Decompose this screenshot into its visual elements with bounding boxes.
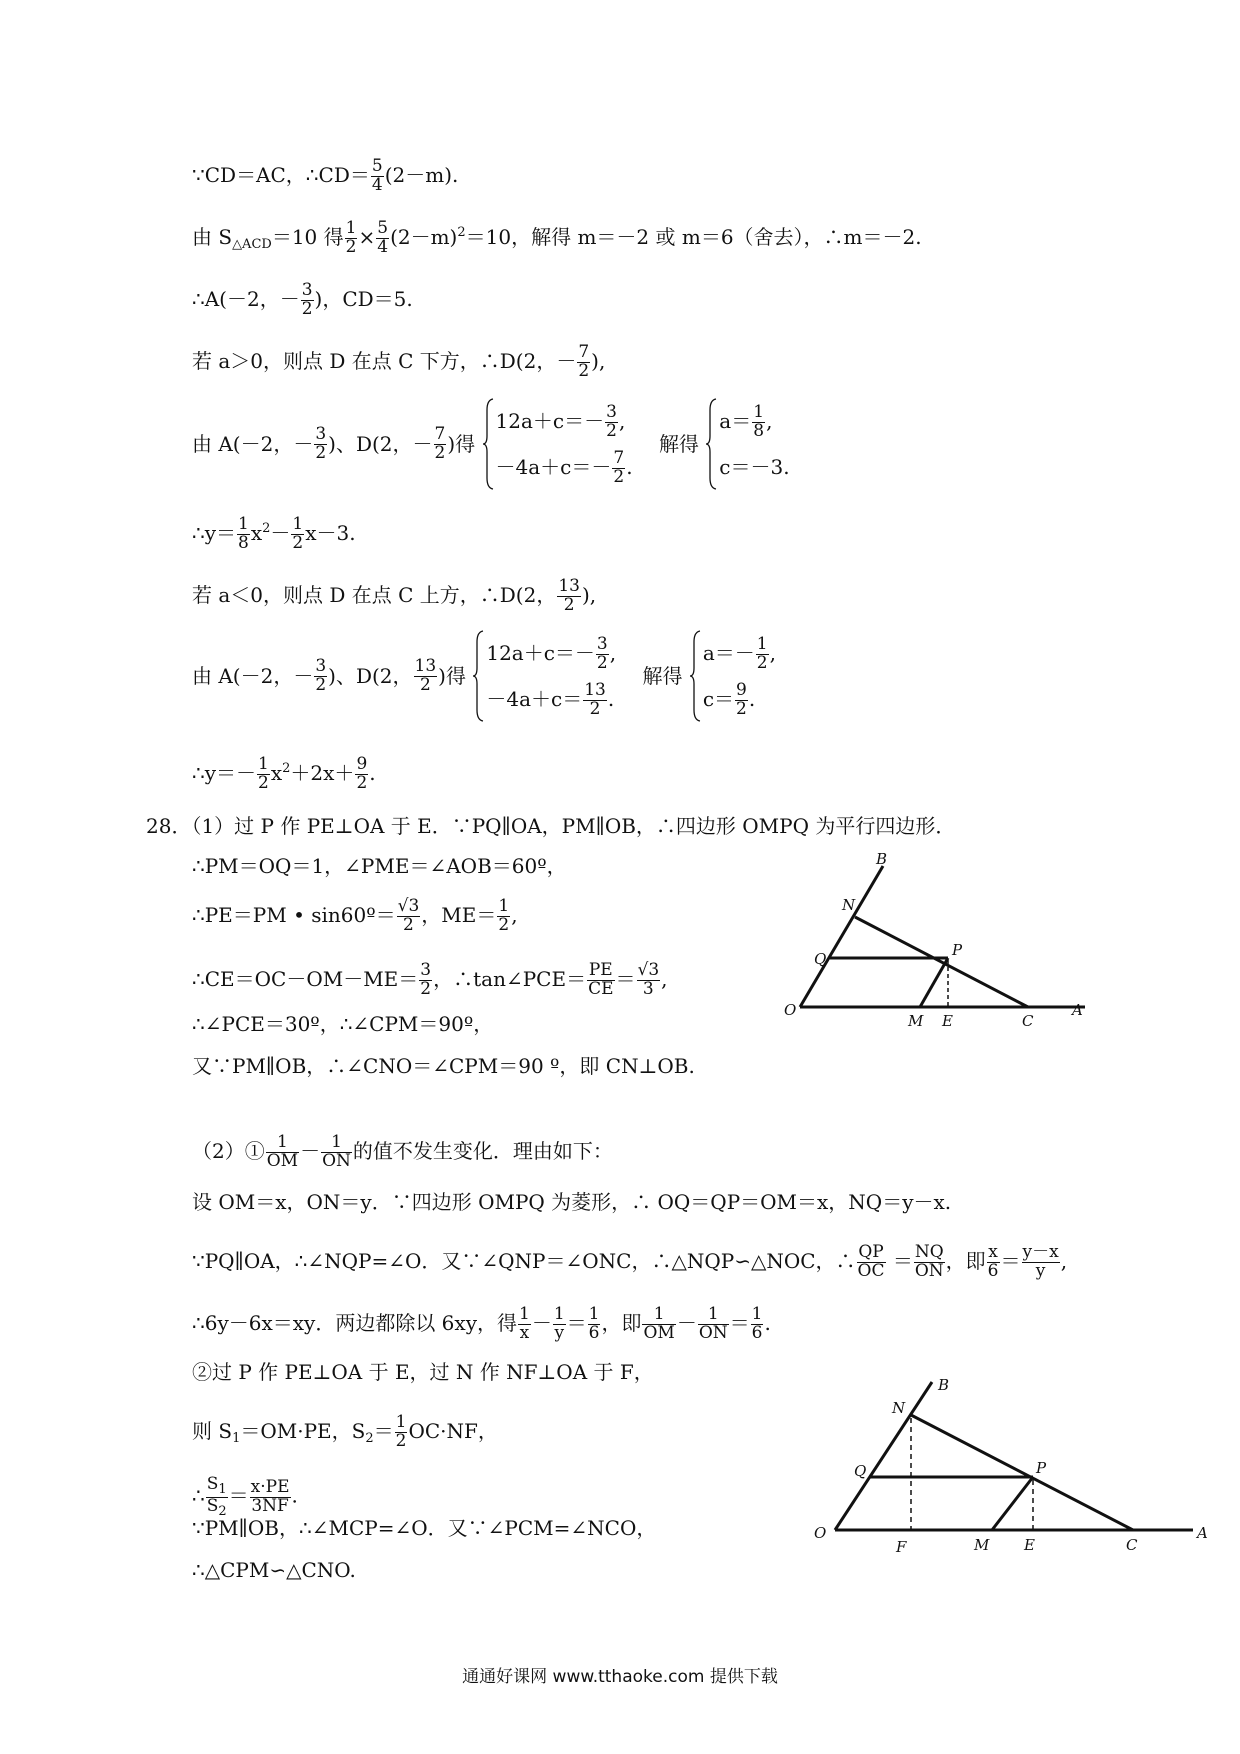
- svg-text:Q: Q: [854, 1462, 867, 1480]
- brace-icon: [689, 630, 701, 722]
- svg-text:O: O: [814, 1524, 827, 1542]
- line-6: ∴y＝ $\frac{1}{8}$ $x^2-$ $\frac{1}{2}$ x－3.: [192, 514, 356, 553]
- svg-text:B: B: [876, 850, 888, 868]
- line-13: ∴CE＝OC－OM－ME＝ $\frac{3}{2}$ ，∴tan∠PCE＝ $\frac{PE}{CE}$ ＝ $\frac{√3}{3}$ ,: [192, 960, 668, 999]
- line-4: 若 a＞0，则点 D 在点 C 下方，∴D(2，－ $\frac{7}{2}$ ),: [192, 342, 606, 381]
- line-24: ∴△CPM∽△CNO.: [192, 1558, 356, 1582]
- line-1: ∵CD＝AC，∴CD＝ $\frac{5}{4}$ (2－m).: [192, 156, 459, 195]
- svg-text:E: E: [1024, 1536, 1035, 1554]
- line-20: ②过 P 作 PE⊥OA 于 E，过 N 作 NF⊥OA 于 F，: [192, 1360, 654, 1384]
- line-23: ∵PM∥OB，∴∠MCP=∠O．又∵∠PCM=∠NCO，: [192, 1516, 657, 1540]
- equation-system: 12a＋c＝－ $\frac{3}{2}$ , －4a＋c＝－ $\frac{7}{2}$ .: [482, 398, 633, 490]
- solution-system: a＝ $\frac{1}{8}$ , c＝－3.: [705, 398, 789, 490]
- svg-text:B: B: [938, 1378, 950, 1394]
- line-9: ∴y＝－ $\frac{1}{2}$ $x^2+2x+$ $\frac{9}{2}$ .: [192, 754, 376, 793]
- line-8-system: 由 A(－2，－ $\frac{3}{2}$ )、D(2， $\frac{13}{2}$ )得 12a＋c＝－ $\frac{3}{2}$ , －4a＋c＝ $\frac{13}{2}$ . 解得 a＝－ $\frac{1}{2}$ , c＝ $\frac{9}{2}$ .: [192, 630, 776, 722]
- line-14: ∴∠PCE＝30º，∴∠CPM＝90º，: [192, 1012, 494, 1036]
- brace-icon: [472, 630, 484, 722]
- problem-28-heading: 28．（1）过 P 作 PE⊥OA 于 E．∵PQ∥OA，PM∥OB，∴四边形 OMPQ 为平行四边形．: [146, 814, 956, 838]
- line-15: 又∵PM∥OB，∴∠CNO＝∠CPM＝90 º，即 CN⊥OB.: [192, 1054, 695, 1078]
- svg-text:Q: Q: [814, 950, 827, 968]
- svg-text:A: A: [1197, 1524, 1208, 1542]
- svg-text:C: C: [1126, 1536, 1138, 1554]
- svg-text:M: M: [908, 1012, 924, 1030]
- line-21: 则 $S_1=OM\cdot PE$，$S_2=$ $\frac{1}{2}$ OC·NF，: [192, 1412, 498, 1451]
- svg-text:O: O: [784, 1001, 797, 1019]
- svg-text:N: N: [892, 1399, 906, 1417]
- brace-icon: [705, 398, 717, 490]
- svg-text:P: P: [1036, 1459, 1047, 1477]
- line-3: ∴A(－2，－ $\frac{3}{2}$ )，CD＝5.: [192, 280, 413, 319]
- footer-watermark: 通通好课网 www.tthaoke.com 提供下载: [462, 1667, 778, 1687]
- line-18: ∵PQ∥OA，∴∠NQP=∠O．又∵∠QNP＝∠ONC，∴△NQP∽△NOC，∴ $\frac{QP}{OC}$ ＝ $\frac{NQ}{ON}$ ，即 $\frac{x}{6}$ ＝ $\frac{y-x}{y}$ ,: [192, 1242, 1068, 1281]
- line-11: ∴PM＝OQ＝1，∠PME＝∠AOB＝60º，: [192, 854, 567, 878]
- line-7: 若 a＜0，则点 D 在点 C 上方，∴D(2， $\frac{13}{2}$ ),: [192, 576, 597, 615]
- svg-text:E: E: [942, 1012, 953, 1030]
- svg-text:M: M: [974, 1536, 990, 1554]
- solution-system: a＝－ $\frac{1}{2}$ , c＝ $\frac{9}{2}$ .: [689, 630, 776, 722]
- line-5-system: 由 A(－2，－ $\frac{3}{2}$ )、D(2，－ $\frac{7}{2}$ )得 12a＋c＝－ $\frac{3}{2}$ , －4a＋c＝－ $\frac{7}{2}$ . 解得 a＝ $\frac{1}{8}$ , c＝－3.: [192, 398, 790, 490]
- line-2: 由 $S_{\triangle ACD}=10$ 得 $\frac{1}{2}$ × $\frac{5}{4}$ $(2-m)^2=10$，解得 m＝－2 或 m＝6（舍去），∴m＝－2.: [192, 218, 922, 257]
- fraction: $\frac{5}{4}$: [371, 156, 383, 195]
- line-17: 设 OM＝x，ON＝y．∵四边形 OMPQ 为菱形，∴ OQ＝QP＝OM＝x，NQ＝y－x.: [192, 1190, 952, 1214]
- svg-text:C: C: [1022, 1012, 1034, 1030]
- line-22: ∴ $\frac{S_1}{S_2}$ ＝ $\frac{x\cdot PE}{3NF}$ .: [192, 1474, 298, 1519]
- line-16: （2）① $\frac{1}{OM}$ － $\frac{1}{ON}$ 的值不发生变化．理由如下：: [192, 1132, 613, 1171]
- line-12: ∴PE＝PM • sin60º＝ $\frac{√3}{2}$ ，ME＝ $\frac{1}{2}$ ,: [192, 896, 518, 935]
- figure-2: [810, 1378, 1210, 1576]
- figure-1: [780, 850, 1100, 1030]
- brace-icon: [482, 398, 494, 490]
- svg-text:F: F: [896, 1538, 907, 1556]
- equation-system: 12a＋c＝－ $\frac{3}{2}$ , －4a＋c＝ $\frac{13}{2}$ .: [472, 630, 616, 722]
- svg-text:P: P: [952, 941, 963, 959]
- line-19: ∴6y－6x＝xy．两边都除以 6xy，得 $\frac{1}{x}$ － $\frac{1}{y}$ ＝ $\frac{1}{6}$ ，即 $\frac{1}{OM}$ － $\frac{1}{ON}$ ＝ $\frac{1}{6}$ .: [192, 1304, 771, 1343]
- svg-text:A: A: [1072, 1001, 1083, 1019]
- svg-text:N: N: [842, 896, 856, 914]
